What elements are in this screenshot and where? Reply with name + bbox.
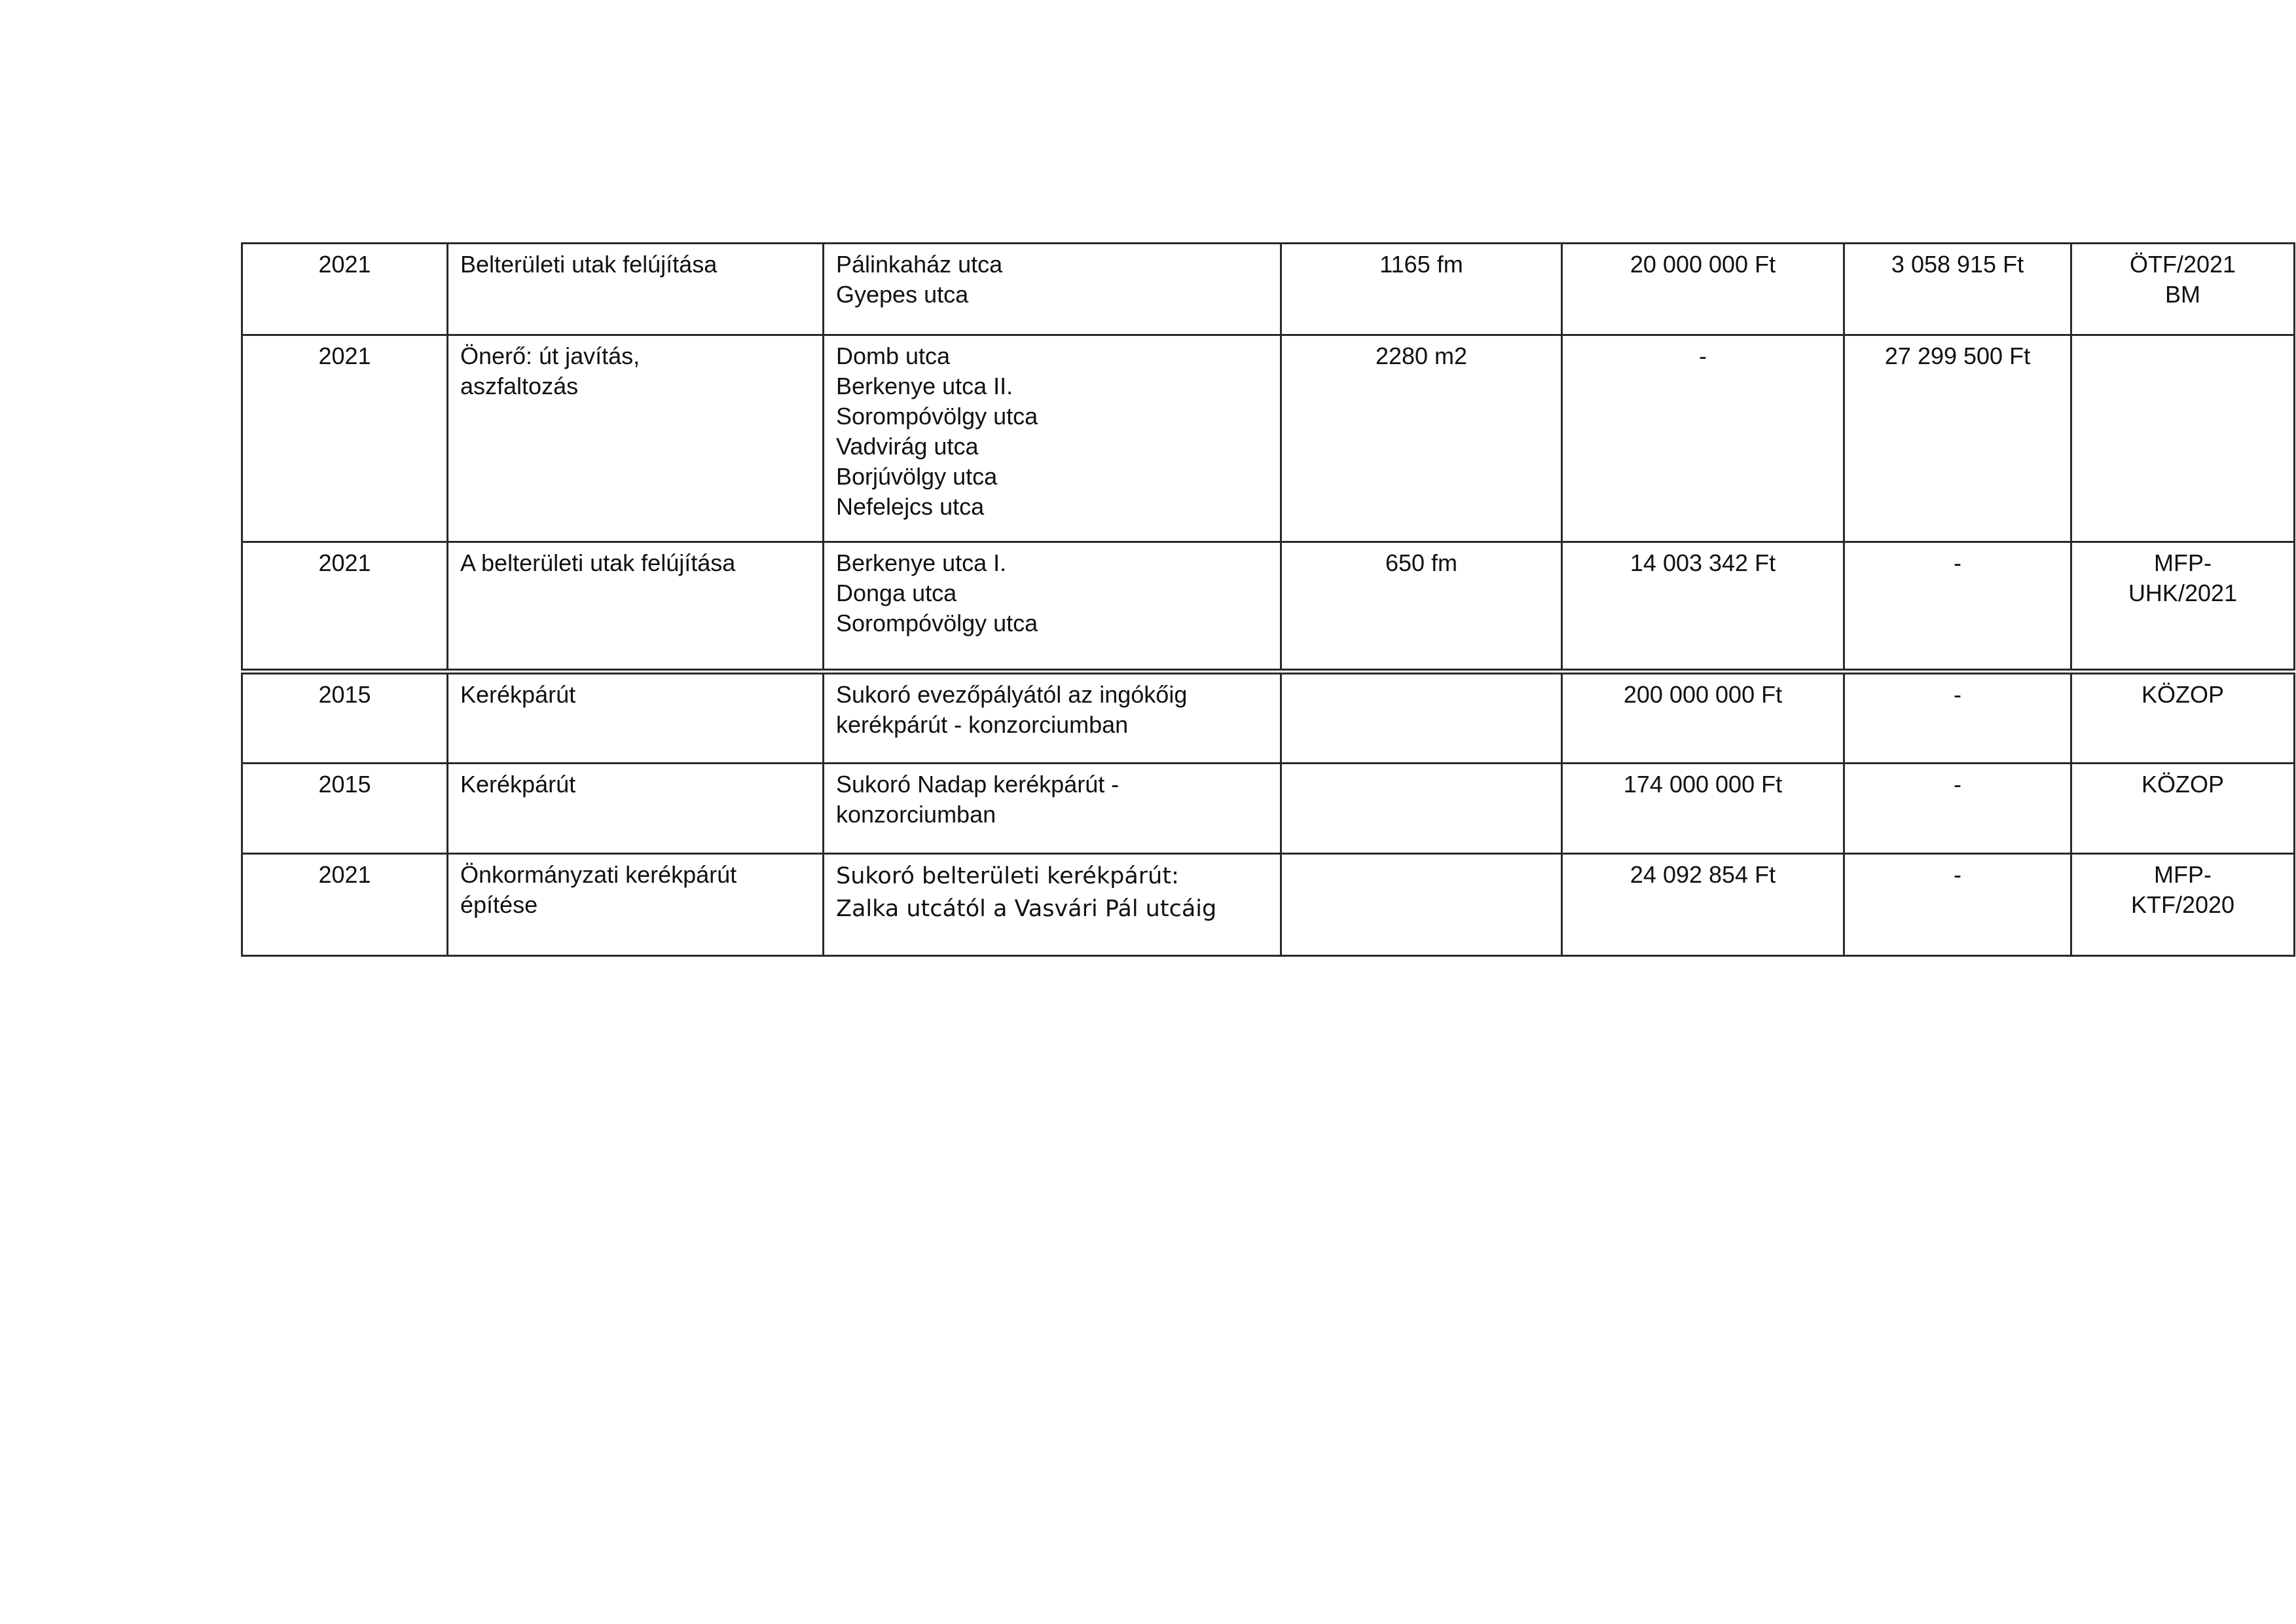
- project-name-cell: Önkormányzati kerékpárút építése: [448, 854, 824, 956]
- own-contribution-cell: 3 058 915 Ft: [1844, 244, 2071, 335]
- amount-cell: 24 092 854 Ft: [1562, 854, 1844, 956]
- funding-source-cell: [2071, 335, 2295, 542]
- quantity-cell: [1281, 764, 1562, 854]
- location-cell: Domb utca Berkenye utca II. Sorompóvölgy utca Vadvirág utca Borjúvölgy utca Nefelejcs utca: [824, 335, 1281, 542]
- amount-cell: 14 003 342 Ft: [1562, 542, 1844, 672]
- funding-source-cell: KÖZOP: [2071, 672, 2295, 764]
- quantity-cell: [1281, 854, 1562, 956]
- year-cell: 2021: [242, 542, 448, 672]
- location-cell: Pálinkaház utca Gyepes utca: [824, 244, 1281, 335]
- quantity-cell: 650 fm: [1281, 542, 1562, 672]
- location-cell: Sukoró evezőpályától az ingókőig kerékpárút - konzorciumban: [824, 672, 1281, 764]
- amount-cell: -: [1562, 335, 1844, 542]
- amount-cell: 200 000 000 Ft: [1562, 672, 1844, 764]
- project-name-cell: Kerékpárút: [448, 672, 824, 764]
- own-contribution-cell: -: [1844, 764, 2071, 854]
- amount-cell: 20 000 000 Ft: [1562, 244, 1844, 335]
- funding-source-cell: MFP- KTF/2020: [2071, 854, 2295, 956]
- location-cell: Berkenye utca I. Donga utca Sorompóvölgy utca: [824, 542, 1281, 672]
- table-row: [242, 764, 2295, 854]
- table-row: [242, 542, 2295, 672]
- project-name-cell: A belterületi utak felújítása: [448, 542, 824, 672]
- quantity-cell: 1165 fm: [1281, 244, 1562, 335]
- quantity-cell: 2280 m2: [1281, 335, 1562, 542]
- location-cell: Sukoró Nadap kerékpárút - konzorciumban: [824, 764, 1281, 854]
- funding-source-cell: ÖTF/2021 BM: [2071, 244, 2295, 335]
- location-cell: Sukoró belterületi kerékpárút: Zalka utcától a Vasvári Pál utcáig: [824, 854, 1281, 956]
- amount-cell: 174 000 000 Ft: [1562, 764, 1844, 854]
- own-contribution-cell: -: [1844, 854, 2071, 956]
- funding-source-cell: MFP- UHK/2021: [2071, 542, 2295, 672]
- own-contribution-cell: -: [1844, 542, 2071, 672]
- own-contribution-cell: 27 299 500 Ft: [1844, 335, 2071, 542]
- project-name-cell: Önerő: út javítás, aszfaltozás: [448, 335, 824, 542]
- year-cell: 2021: [242, 854, 448, 956]
- table-row: [242, 672, 2295, 764]
- table-row: [242, 335, 2295, 542]
- quantity-cell: [1281, 672, 1562, 764]
- table-row: [242, 854, 2295, 956]
- project-name-cell: Kerékpárút: [448, 764, 824, 854]
- own-contribution-cell: -: [1844, 672, 2071, 764]
- year-cell: 2015: [242, 672, 448, 764]
- year-cell: 2015: [242, 764, 448, 854]
- project-name-cell: Belterületi utak felújítása: [448, 244, 824, 335]
- funding-source-cell: KÖZOP: [2071, 764, 2295, 854]
- year-cell: 2021: [242, 244, 448, 335]
- table-row: [242, 244, 2295, 335]
- year-cell: 2021: [242, 335, 448, 542]
- projects-table: [241, 242, 2295, 957]
